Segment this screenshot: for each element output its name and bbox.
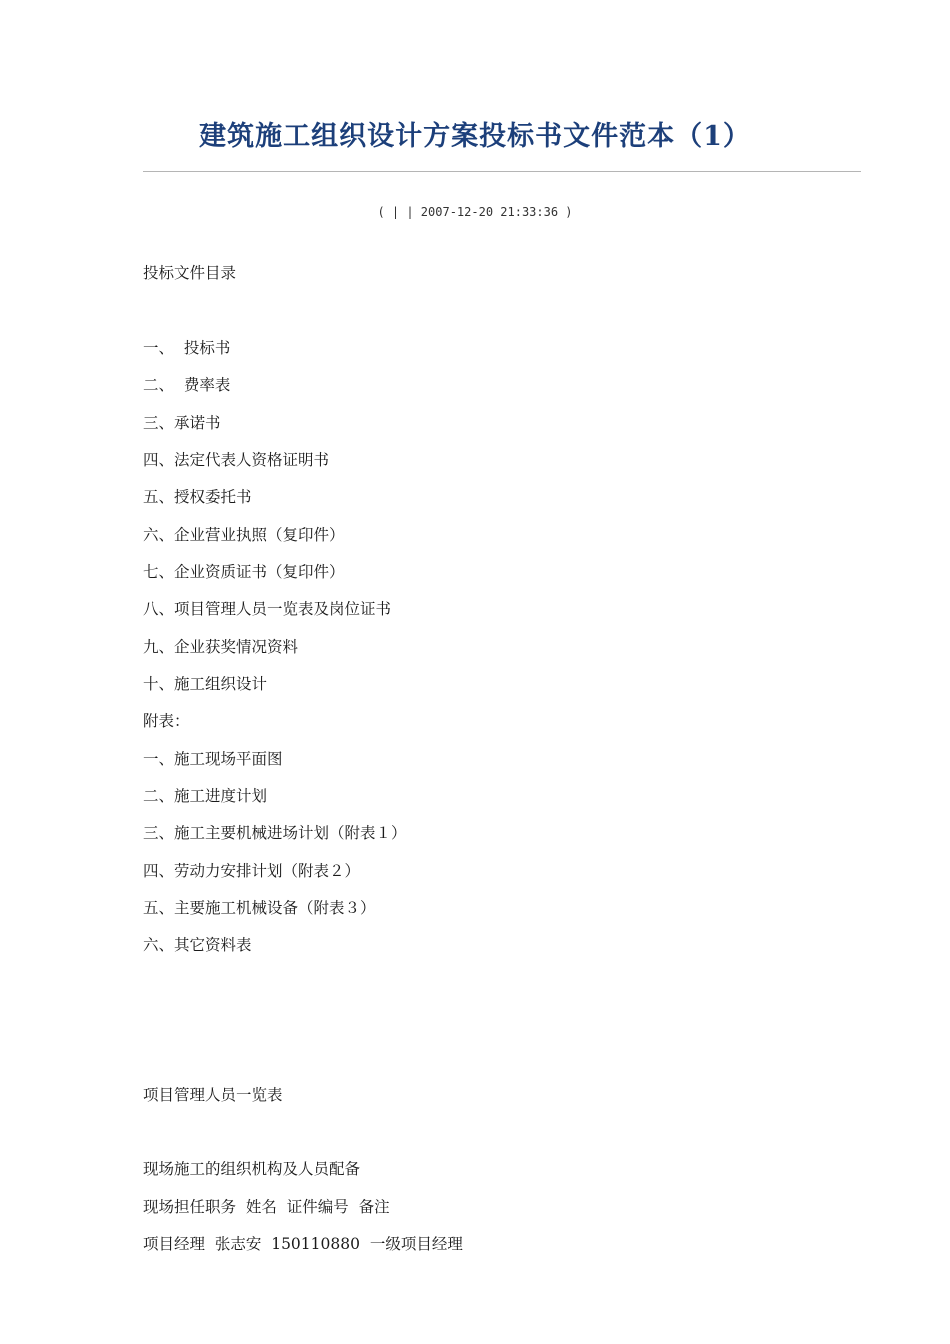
toc-item: 七、企业资质证书（复印件）: [143, 563, 345, 581]
toc-item: 二、 费率表: [143, 376, 231, 394]
toc-item: 三、承诺书: [143, 414, 221, 432]
toc-item: 四、法定代表人资格证明书: [143, 451, 330, 469]
appendix-item: 二、施工进度计划: [143, 787, 268, 805]
staff-table-row: 项目经理 张志安 150110880 一级项目经理: [143, 1235, 463, 1253]
staff-heading: 项目管理人员一览表: [143, 1086, 283, 1104]
document-meta: ( | | 2007-12-20 21:33:36 ): [377, 205, 573, 219]
appendix-item: 一、施工现场平面图: [143, 750, 283, 768]
appendix-item: 四、劳动力安排计划（附表２）: [143, 862, 361, 880]
toc-heading: 投标文件目录: [143, 264, 237, 282]
appendix-item: 六、其它资料表: [143, 936, 252, 954]
toc-item: 十、施工组织设计: [143, 675, 268, 693]
toc-item: 六、企业营业执照（复印件）: [143, 526, 345, 544]
appendix-item: 三、施工主要机械进场计划（附表１）: [143, 824, 407, 842]
title-divider: [143, 171, 861, 172]
toc-item: 八、项目管理人员一览表及岗位证书: [143, 600, 392, 618]
toc-item: 五、授权委托书: [143, 488, 252, 506]
toc-item: 九、企业获奖情况资料: [143, 638, 299, 656]
appendix-heading: 附表：: [143, 712, 190, 730]
staff-table-header: 现场担任职务 姓名 证件编号 备注: [143, 1198, 390, 1216]
document-title: 建筑施工组织设计方案投标书文件范本（1）: [199, 121, 751, 152]
toc-item: 一、 投标书: [143, 339, 231, 357]
org-heading: 现场施工的组织机构及人员配备: [143, 1160, 361, 1178]
appendix-item: 五、主要施工机械设备（附表３）: [143, 899, 376, 917]
